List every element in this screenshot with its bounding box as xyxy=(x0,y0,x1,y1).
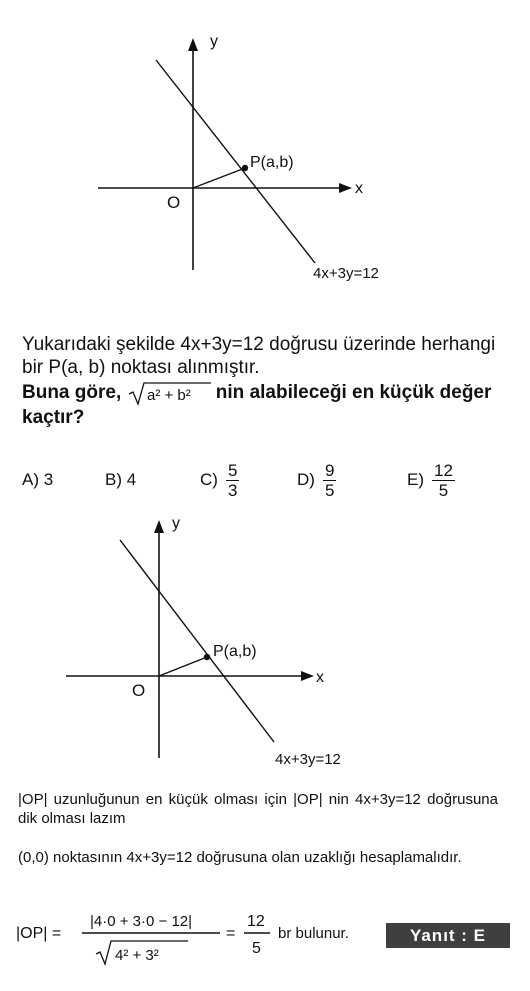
choice-c-fraction xyxy=(226,461,239,500)
choice-c[interactable] xyxy=(200,458,239,502)
x-axis-label: x xyxy=(355,180,363,197)
choice-d[interactable] xyxy=(297,458,336,502)
formula-equals: = xyxy=(226,925,236,942)
answer-badge: Yanıt : E xyxy=(386,923,510,948)
segment-op xyxy=(193,168,245,188)
x-axis-label: x xyxy=(316,669,324,686)
choice-e-label: E) xyxy=(407,470,424,489)
result-numerator: 12 xyxy=(247,913,265,930)
question-text: Yukarıdaki şekilde 4x+3y=12 doğrusu üzerinde herhangi bir P(a, b) noktası alınmıştır. xyxy=(22,334,496,378)
formula-lhs: |OP| = xyxy=(16,925,62,942)
origin-label: O xyxy=(132,681,146,700)
origin-label: O xyxy=(167,193,181,212)
question-prompt xyxy=(22,380,512,429)
formula-denominator-radicand: 4² + 3² xyxy=(115,947,159,964)
choice-c-numerator: 5 xyxy=(227,460,238,480)
answer-choices xyxy=(22,458,492,502)
point-p xyxy=(242,165,248,171)
x-axis-arrow-icon xyxy=(339,183,352,193)
line-label: 4x+3y=12 xyxy=(313,265,379,282)
choice-e-fraction xyxy=(432,461,455,500)
point-label: P(a,b) xyxy=(250,154,294,171)
y-axis-arrow-icon xyxy=(154,520,164,533)
choice-d-numerator: 9 xyxy=(324,460,335,480)
choice-e[interactable] xyxy=(407,458,455,502)
solution-line-1: |OP| uzunluğunun en küçük olması için |OP| nin 4x+3y=12 doğrusuna dik olması lazım xyxy=(18,791,498,827)
solution-line-2: (0,0) noktasının 4x+3y=12 doğrusuna olan uzaklığı hesaplamalıdır. xyxy=(18,849,462,866)
choice-c-label: C) xyxy=(200,470,218,489)
segment-op xyxy=(159,657,207,676)
question-bold-suffix: nin alabileceği en küçük değer kaçtır? xyxy=(22,382,492,428)
choice-d-denominator: 5 xyxy=(324,480,335,500)
choice-a[interactable] xyxy=(22,458,53,502)
y-axis-label: y xyxy=(210,33,218,50)
choice-b-label: B) 4 xyxy=(105,470,137,489)
choice-d-fraction xyxy=(323,461,336,500)
choice-a-label: A) 3 xyxy=(22,470,54,489)
result-denominator: 5 xyxy=(252,940,261,957)
choice-e-denominator: 5 xyxy=(438,480,449,500)
y-axis-arrow-icon xyxy=(188,38,198,51)
sqrt-expression xyxy=(127,380,211,406)
choice-d-label: D) xyxy=(297,470,315,489)
line-label: 4x+3y=12 xyxy=(275,751,341,768)
figure-1-graph xyxy=(0,0,530,300)
sqrt-radicand: a² + b² xyxy=(146,387,191,404)
distance-formula xyxy=(12,898,382,970)
y-axis-label: y xyxy=(172,515,180,532)
line-4x-3y-12 xyxy=(120,540,274,742)
choice-b[interactable] xyxy=(105,458,136,502)
formula-numerator: |4·0 + 3·0 − 12| xyxy=(90,913,193,930)
question-bold-prefix: Buna göre, xyxy=(22,382,122,404)
point-p xyxy=(204,654,210,660)
choice-c-denominator: 3 xyxy=(227,480,238,500)
point-label: P(a,b) xyxy=(213,643,257,660)
x-axis-arrow-icon xyxy=(301,671,314,681)
figure-2-graph xyxy=(0,510,530,775)
choice-e-numerator: 12 xyxy=(434,460,453,480)
formula-suffix: br bulunur. xyxy=(278,925,349,942)
